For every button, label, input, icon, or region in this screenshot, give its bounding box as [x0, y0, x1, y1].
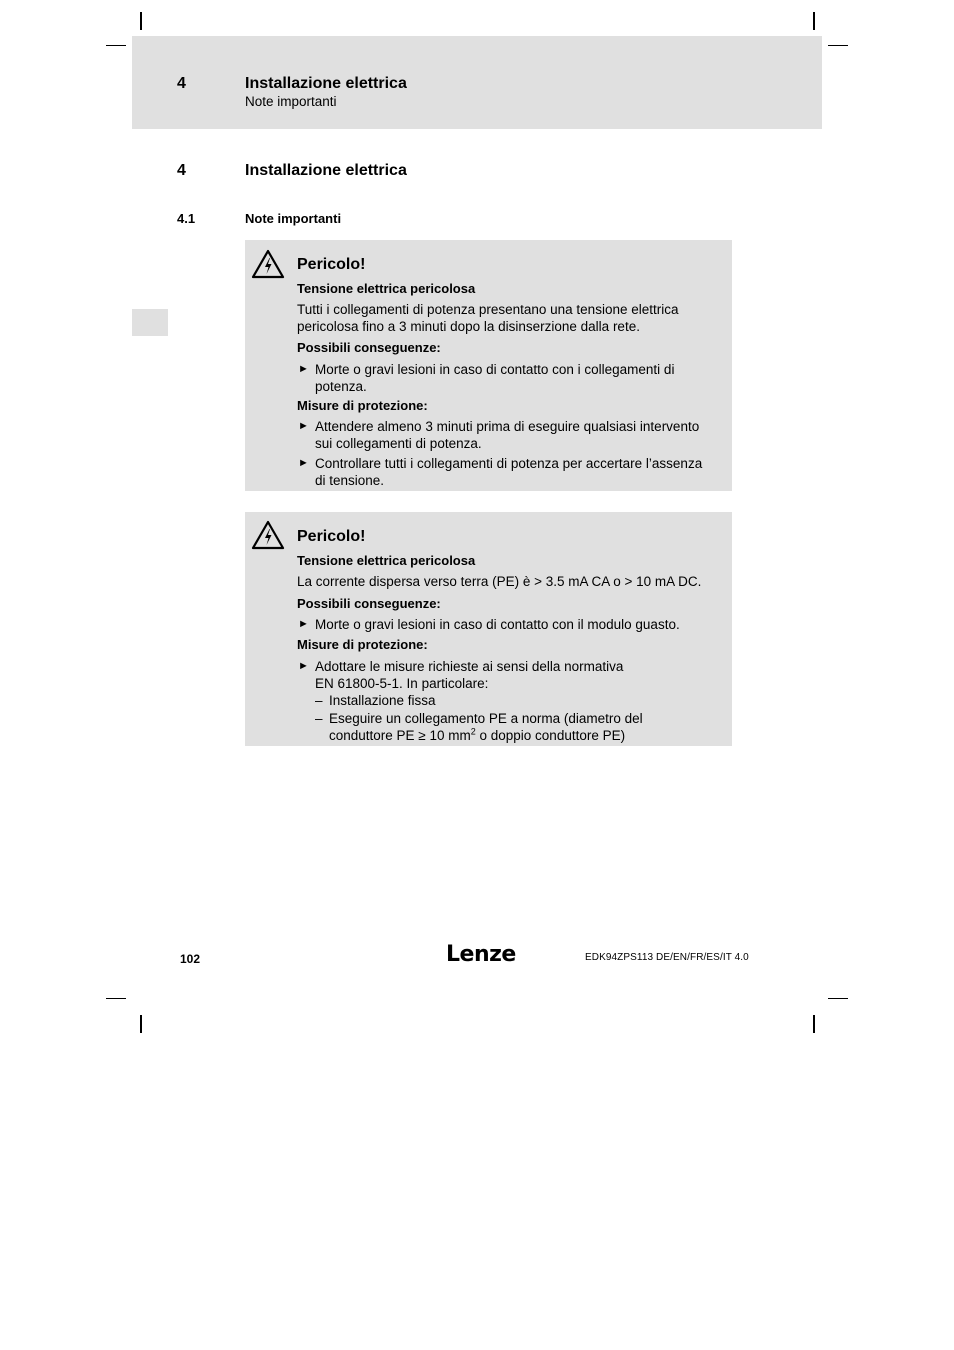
chapter-title: Installazione elettrica	[245, 162, 407, 179]
dash-glyph: –	[315, 711, 323, 726]
page-number: 102	[180, 952, 201, 966]
lenze-logo: Lenze	[446, 942, 516, 967]
hazard-description-line: Tutti i collegamenti di potenza presentano una tensione elettrica	[297, 302, 679, 317]
item-line: Installazione fissa	[329, 693, 436, 708]
measure-item	[297, 658, 729, 692]
crop-mark	[106, 998, 126, 999]
superscript: 2	[470, 726, 476, 737]
section-title: Note importanti	[245, 211, 342, 226]
warning-title: Pericolo!	[297, 528, 366, 545]
crop-mark	[140, 12, 142, 30]
danger-warning-box	[245, 512, 732, 746]
consequences-label: Possibili conseguenze:	[297, 596, 441, 611]
crop-mark	[106, 45, 126, 46]
item-line: Morte o gravi lesioni in caso di contatto con i collegamenti di	[315, 362, 675, 377]
crop-mark	[140, 1015, 142, 1033]
hazard-description-line: pericolosa fino a 3 minuti dopo la disinserzione dalla rete.	[297, 319, 640, 334]
consequences-label: Possibili conseguenze:	[297, 340, 441, 355]
measures-label: Misure di protezione:	[297, 398, 428, 413]
hazard-label: Tensione elettrica pericolosa	[297, 553, 476, 568]
measure-item	[297, 418, 729, 452]
text-run: o doppio conduttore PE)	[475, 728, 626, 743]
item-line: sui collegamenti di potenza.	[315, 436, 482, 451]
measures-label: Misure di protezione:	[297, 637, 428, 652]
hazard-description: La corrente dispersa verso terra (PE) è > 3.5 mA CA o > 10 mA DC.	[297, 574, 702, 589]
bullet-arrow-icon: ►	[298, 363, 309, 375]
electrical-hazard-icon	[251, 249, 285, 279]
item-line: Attendere almeno 3 minuti prima di eseguire qualsiasi intervento	[315, 419, 700, 434]
sub-item	[315, 692, 729, 709]
header-chapter-title: Installazione elettrica	[245, 75, 407, 92]
bullet-arrow-icon: ►	[298, 660, 309, 672]
crop-mark	[828, 998, 848, 999]
crop-mark	[828, 45, 848, 46]
section-number: 4.1	[177, 211, 196, 226]
item-line	[329, 727, 729, 744]
electrical-hazard-icon	[251, 520, 285, 550]
consequence-item	[297, 616, 729, 633]
document-code: EDK94ZPS113 DE/EN/FR/ES/IT 4.0	[585, 952, 749, 963]
measure-item	[297, 455, 729, 489]
item-line: di tensione.	[315, 473, 385, 488]
running-header	[132, 36, 822, 129]
chapter-number: 4	[177, 162, 186, 179]
consequence-item	[297, 361, 729, 395]
danger-warning-box	[245, 240, 732, 491]
header-section-title: Note importanti	[245, 94, 337, 109]
item-line: Eseguire un collegamento PE a norma (diametro del	[329, 711, 643, 726]
bullet-arrow-icon: ►	[298, 457, 309, 469]
chapter-tab-marker	[132, 309, 168, 336]
dash-glyph: –	[315, 693, 323, 708]
item-line: potenza.	[315, 379, 367, 394]
item-line: Adottare le misure richieste ai sensi della normativa	[315, 659, 624, 674]
header-chapter-number: 4	[177, 75, 186, 92]
text-run: conduttore PE ≥ 10 mm	[329, 728, 471, 743]
hazard-label: Tensione elettrica pericolosa	[297, 281, 476, 296]
crop-mark	[813, 1015, 815, 1033]
warning-title: Pericolo!	[297, 256, 366, 273]
item-line: Controllare tutti i collegamenti di potenza per accertare l’assenza	[315, 456, 703, 471]
item-line: EN 61800-5-1. In particolare:	[315, 676, 489, 691]
item-line: Morte o gravi lesioni in caso di contatto con il modulo guasto.	[315, 617, 680, 632]
crop-mark	[813, 12, 815, 30]
sub-item	[315, 710, 729, 744]
bullet-arrow-icon: ►	[298, 420, 309, 432]
bullet-arrow-icon: ►	[298, 618, 309, 630]
